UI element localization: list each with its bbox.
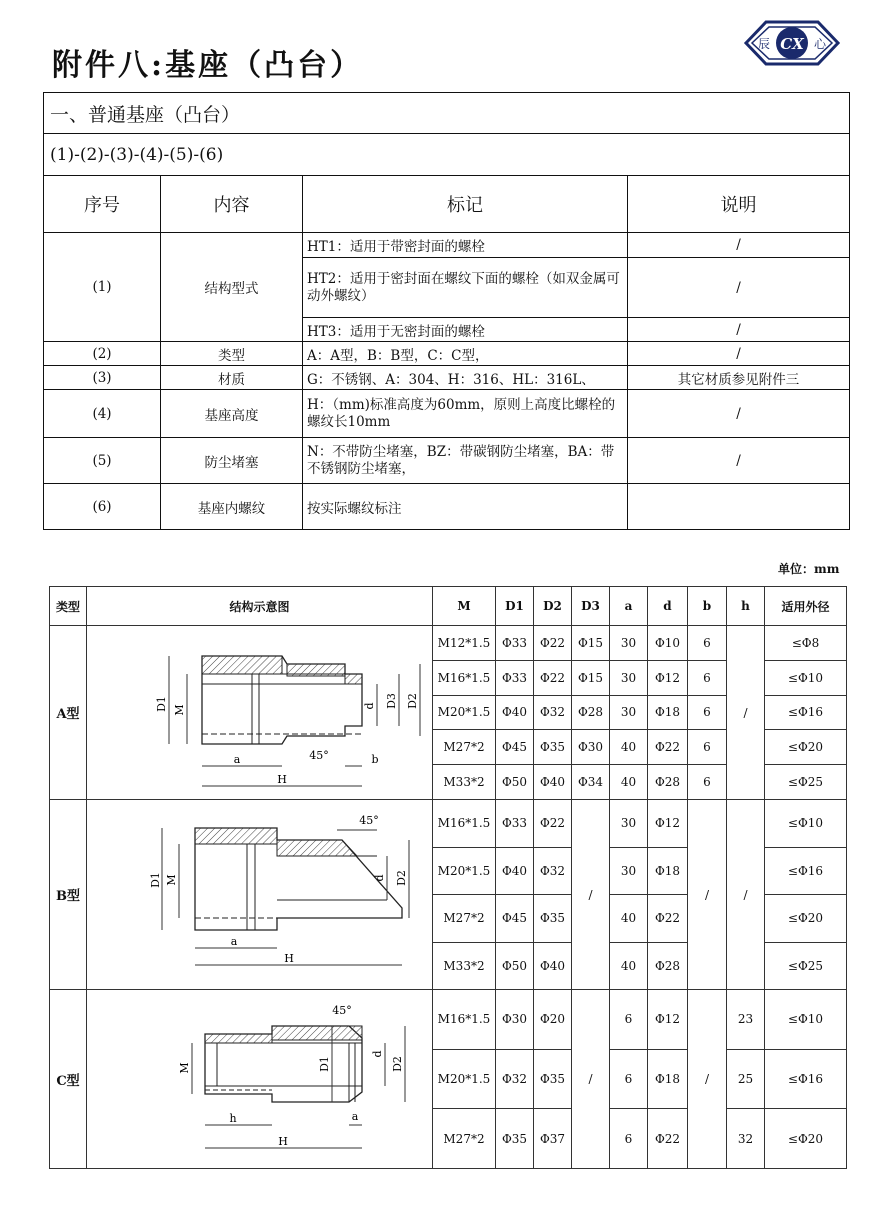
c-b-slash: /: [688, 990, 727, 1169]
type-c-diagram: [87, 990, 433, 1169]
c-r2-d2: Φ35: [534, 1049, 572, 1109]
b-r2-d: Φ18: [648, 847, 688, 895]
a-r2-d1: Φ33: [496, 660, 534, 695]
c-r2-d1: Φ32: [496, 1049, 534, 1109]
b-r3-m: M27*2: [433, 895, 496, 943]
a-r3-m: M20*1.5: [433, 695, 496, 730]
c-r1-od: ≤Φ10: [765, 990, 847, 1050]
c-dim-a: a: [351, 1110, 359, 1123]
a-r5-od: ≤Φ25: [765, 765, 847, 800]
row6-mark: 按实际螺纹标注: [303, 484, 628, 530]
type-a-diagram: [87, 626, 433, 800]
a-r5-a: 40: [610, 765, 648, 800]
a-r4-od: ≤Φ20: [765, 730, 847, 765]
b-r4-d1: Φ50: [496, 942, 534, 990]
c-r2-m: M20*1.5: [433, 1049, 496, 1109]
a-r5-d3: Φ34: [572, 765, 610, 800]
a-r3-d3: Φ28: [572, 695, 610, 730]
b-r2-m: M20*1.5: [433, 847, 496, 895]
row2-note: /: [628, 342, 850, 366]
a-r3-b: 6: [688, 695, 727, 730]
type-a-label: A型: [50, 626, 87, 800]
th-d: d: [648, 587, 688, 626]
b-r1-d: Φ12: [648, 800, 688, 848]
a-h-slash: /: [727, 626, 765, 800]
c-r3-h: 32: [727, 1109, 765, 1169]
row4-item: 基座高度: [161, 390, 303, 438]
row1-no: (1): [44, 233, 161, 342]
company-logo: [744, 16, 840, 70]
row3-item: 材质: [161, 366, 303, 390]
row1-note3: /: [628, 318, 850, 342]
a-r2-od: ≤Φ10: [765, 660, 847, 695]
a-r5-b: 6: [688, 765, 727, 800]
b-dim-m: M: [165, 874, 178, 886]
row5-note: /: [628, 438, 850, 484]
b-dim-d2: D2: [395, 870, 408, 886]
c-d3-slash: /: [572, 990, 610, 1169]
th-od: 适用外径: [765, 587, 847, 626]
spec-code-table: [43, 92, 850, 530]
th-a: a: [610, 587, 648, 626]
c-dim-d1: D1: [318, 1056, 331, 1072]
dimension-table: [49, 586, 847, 1169]
a-r2-d2: Φ22: [534, 660, 572, 695]
a-r3-d2: Φ32: [534, 695, 572, 730]
b-r4-a: 40: [610, 942, 648, 990]
header-item: 内容: [161, 176, 303, 233]
row6-no: (6): [44, 484, 161, 530]
b-r2-a: 30: [610, 847, 648, 895]
row5-mark: N：不带防尘堵塞，BZ：带碳钢防尘堵塞，BA：带不锈钢防尘堵塞，: [303, 438, 628, 484]
a-r1-d2: Φ22: [534, 626, 572, 661]
type-c-drawing: [87, 990, 433, 1165]
row1-item: 结构型式: [161, 233, 303, 342]
b-r3-a: 40: [610, 895, 648, 943]
type-b-diagram: [87, 800, 433, 990]
b-r1-d2: Φ22: [534, 800, 572, 848]
row5-item: 防尘堵塞: [161, 438, 303, 484]
c-r2-h: 25: [727, 1049, 765, 1109]
a-dim-m: M: [173, 704, 186, 716]
c-r1-a: 6: [610, 990, 648, 1050]
row3-note: 其它材质参见附件三: [628, 366, 850, 390]
a-r3-d: Φ18: [648, 695, 688, 730]
a-r2-m: M16*1.5: [433, 660, 496, 695]
b-r3-d2: Φ35: [534, 895, 572, 943]
b-dim-h: H: [284, 952, 294, 965]
a-dim-b: b: [371, 753, 379, 766]
a-r1-d: Φ10: [648, 626, 688, 661]
type-a-drawing: [87, 626, 433, 796]
c-r3-d1: Φ35: [496, 1109, 534, 1169]
th-d2: D2: [534, 587, 572, 626]
b-dim-angle: 45°: [359, 814, 379, 827]
a-r3-a: 30: [610, 695, 648, 730]
svg-text:辰: 辰: [757, 37, 771, 51]
c-r2-a: 6: [610, 1049, 648, 1109]
c-r1-d1: Φ30: [496, 990, 534, 1050]
type-c-label: C型: [50, 990, 87, 1169]
page-title: 附件八:基座（凸台）: [52, 48, 364, 83]
a-r2-a: 30: [610, 660, 648, 695]
row2-mark: A：A型，B：B型，C：C型，: [303, 342, 628, 366]
a-dim-d3: D3: [385, 693, 398, 709]
th-m: M: [433, 587, 496, 626]
th-diagram: 结构示意图: [87, 587, 433, 626]
svg-text:CX: CX: [780, 35, 804, 53]
c-r3-od: ≤Φ20: [765, 1109, 847, 1169]
a-dim-h: H: [277, 773, 287, 786]
b-r2-d2: Φ32: [534, 847, 572, 895]
b-r1-a: 30: [610, 800, 648, 848]
c-r3-d: Φ22: [648, 1109, 688, 1169]
row3-no: (3): [44, 366, 161, 390]
a-dim-d: d: [363, 702, 376, 710]
b-dim-d1: D1: [149, 872, 162, 888]
row6-note: [628, 484, 850, 530]
b-r4-d2: Φ40: [534, 942, 572, 990]
a-dim-d2: D2: [406, 693, 419, 709]
th-h: h: [727, 587, 765, 626]
row1-note1: /: [628, 233, 850, 258]
a-r2-b: 6: [688, 660, 727, 695]
a-r4-d: Φ22: [648, 730, 688, 765]
a-r1-od: ≤Φ8: [765, 626, 847, 661]
b-h-slash: /: [727, 800, 765, 990]
b-dim-a: a: [230, 935, 238, 948]
a-r1-a: 30: [610, 626, 648, 661]
row6-item: 基座内螺纹: [161, 484, 303, 530]
b-b-slash: /: [688, 800, 727, 990]
a-r5-d1: Φ50: [496, 765, 534, 800]
a-r5-d: Φ28: [648, 765, 688, 800]
th-b: b: [688, 587, 727, 626]
a-r4-a: 40: [610, 730, 648, 765]
a-r4-m: M27*2: [433, 730, 496, 765]
c-r2-od: ≤Φ16: [765, 1049, 847, 1109]
c-dim-angle: 45°: [332, 1004, 352, 1017]
a-r5-m: M33*2: [433, 765, 496, 800]
th-d3: D3: [572, 587, 610, 626]
b-r3-d: Φ22: [648, 895, 688, 943]
a-r1-d3: Φ15: [572, 626, 610, 661]
a-r1-m: M12*1.5: [433, 626, 496, 661]
c-r2-d: Φ18: [648, 1049, 688, 1109]
a-r1-d1: Φ33: [496, 626, 534, 661]
a-r3-d1: Φ40: [496, 695, 534, 730]
a-dim-d1: D1: [155, 696, 168, 712]
c-r1-h: 23: [727, 990, 765, 1050]
c-r3-d2: Φ37: [534, 1109, 572, 1169]
a-r5-d2: Φ40: [534, 765, 572, 800]
b-r4-od: ≤Φ25: [765, 942, 847, 990]
row1-mark2: HT2：适用于密封面在螺纹下面的螺栓（如双金属可动外螺纹）: [303, 258, 628, 318]
a-r4-d3: Φ30: [572, 730, 610, 765]
c-dim-h: h: [229, 1112, 237, 1125]
c-dim-m: M: [178, 1062, 191, 1074]
c-r3-m: M27*2: [433, 1109, 496, 1169]
th-d1: D1: [496, 587, 534, 626]
c-r3-a: 6: [610, 1109, 648, 1169]
b-r1-od: ≤Φ10: [765, 800, 847, 848]
svg-text:心: 心: [813, 37, 827, 51]
b-d3-slash: /: [572, 800, 610, 990]
b-r4-m: M33*2: [433, 942, 496, 990]
b-r3-d1: Φ45: [496, 895, 534, 943]
c-r1-m: M16*1.5: [433, 990, 496, 1050]
row4-mark: H：（mm)标准高度为60mm，原则上高度比螺栓的螺纹长10mm: [303, 390, 628, 438]
c-r1-d: Φ12: [648, 990, 688, 1050]
row1-mark3: HT3：适用于无密封面的螺栓: [303, 318, 628, 342]
c-dim-d: d: [371, 1050, 384, 1058]
row3-mark: G：不锈钢、A：304、H：316、HL：316L、: [303, 366, 628, 390]
th-type: 类型: [50, 587, 87, 626]
a-r3-od: ≤Φ16: [765, 695, 847, 730]
a-dim-angle: 45°: [309, 749, 329, 762]
type-b-drawing: [87, 800, 433, 986]
b-r2-od: ≤Φ16: [765, 847, 847, 895]
code-format: (1)-(2)-(3)-(4)-(5)-(6): [44, 134, 850, 176]
b-r1-m: M16*1.5: [433, 800, 496, 848]
a-r4-d1: Φ45: [496, 730, 534, 765]
header-mark: 标记: [303, 176, 628, 233]
row2-item: 类型: [161, 342, 303, 366]
b-r4-d: Φ28: [648, 942, 688, 990]
c-r1-d2: Φ20: [534, 990, 572, 1050]
a-r1-b: 6: [688, 626, 727, 661]
row4-note: /: [628, 390, 850, 438]
c-dim-hh: H: [278, 1135, 288, 1148]
unit-label: 单位：mm: [778, 562, 840, 576]
a-r2-d: Φ12: [648, 660, 688, 695]
b-dim-d: d: [373, 874, 386, 882]
header-no: 序号: [44, 176, 161, 233]
b-r2-d1: Φ40: [496, 847, 534, 895]
a-r4-d2: Φ35: [534, 730, 572, 765]
b-r1-d1: Φ33: [496, 800, 534, 848]
b-r3-od: ≤Φ20: [765, 895, 847, 943]
row1-mark1: HT1：适用于带密封面的螺栓: [303, 233, 628, 258]
a-r4-b: 6: [688, 730, 727, 765]
a-dim-a: a: [233, 753, 241, 766]
section-title: 一、普通基座（凸台）: [44, 93, 850, 134]
type-b-label: B型: [50, 800, 87, 990]
row5-no: (5): [44, 438, 161, 484]
row4-no: (4): [44, 390, 161, 438]
a-r2-d3: Φ15: [572, 660, 610, 695]
row1-note2: /: [628, 258, 850, 318]
row2-no: (2): [44, 342, 161, 366]
header-note: 说明: [628, 176, 850, 233]
c-dim-d2: D2: [391, 1056, 404, 1072]
